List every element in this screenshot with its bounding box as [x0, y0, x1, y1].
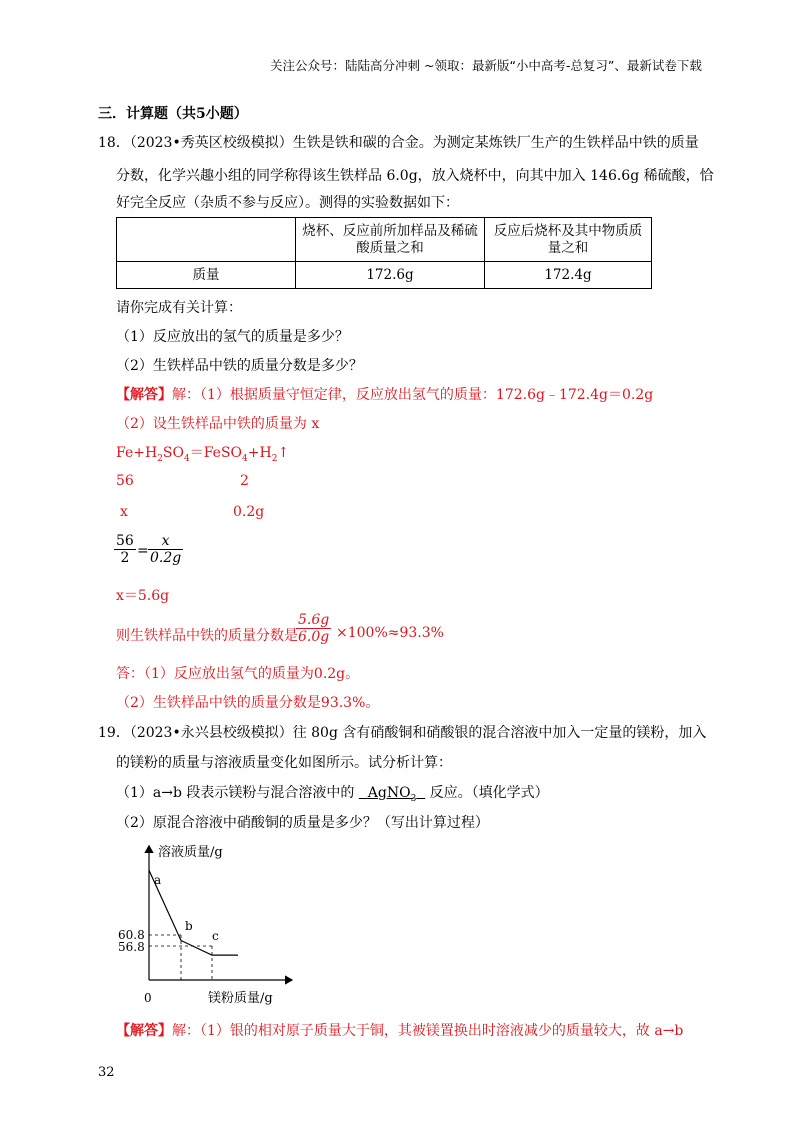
series-line	[149, 870, 238, 955]
q19-sub1: （1）a→b 段表示镁粉与混合溶液中的 AgNO$_3$ 反应。（填化学式）	[116, 785, 549, 804]
point-b-label: b	[185, 919, 193, 933]
answer-label: 【解答】	[116, 387, 172, 403]
q19-answer-line1: 【解答】解：（1）银的相对原子质量大于铜，其被镁置换出时溶液减少的质量较大，故 a→b	[116, 1023, 684, 1039]
q18-final1: 答：（1）反应放出氢气的质量为0.2g。	[116, 666, 360, 682]
molar-mass-fe: 56	[116, 473, 134, 489]
percent-prefix: 则生铁样品中铁的质量分数是	[116, 628, 298, 644]
point-c-label: c	[212, 929, 219, 943]
y-axis-label: 溶液质量/g	[158, 845, 223, 860]
q18-line3: 好完全反应（杂质不参与反应）。测得的实验数据如下：	[116, 195, 459, 211]
table-header-after: 反应后烧杯及其中物质质量之和	[485, 218, 652, 262]
proportion-equals: =	[137, 543, 149, 559]
q18-sub2: （2）生铁样品中铁的质量分数是多少？	[116, 358, 363, 374]
percent-suffix: ×100%≈93.3%	[336, 625, 444, 641]
table-header-empty	[117, 218, 296, 262]
proportion-left: $\frac{56}{2}$	[116, 533, 134, 566]
mass-h2: 0.2g	[233, 504, 265, 520]
page-header: 关注公众号：陆陆高分冲刺 ~领取：最新版“小中高考-总复习”、最新试卷下载	[270, 58, 702, 73]
q19-sub2: （2）原混合溶液中硝酸铜的质量是多少？（写出计算过程）	[116, 815, 489, 831]
section-title: 三．计算题（共5小题）	[98, 106, 248, 122]
table-cell-after: 172.4g	[485, 262, 652, 289]
unknown-x: x	[120, 504, 128, 520]
x-result: x＝5.6g	[116, 588, 170, 604]
x-axis-label: 镁粉质量/g	[208, 991, 273, 1006]
percent-fraction: $\frac{5.6g}{6.0g}$	[298, 612, 330, 645]
page-number: 32	[98, 1065, 115, 1080]
q18-line2: 分数，化学兴趣小组的同学称得该生铁样品 6.0g，放入烧杯中，向其中加入 146.6g 稀硫酸，恰	[116, 168, 714, 184]
tick-60-8: 60.8	[118, 928, 145, 942]
tick-56-8: 56.8	[118, 940, 145, 954]
proportion-right: $\frac{x}{0.2g}$	[150, 533, 182, 566]
molar-mass-h2: 2	[240, 473, 249, 489]
answer-blank: AgNO$_3$	[367, 785, 417, 804]
table-header-before: 烧杯、反应前所加样品及稀硫酸质量之和	[296, 218, 485, 262]
table-row-label: 质量	[117, 262, 296, 289]
q19-line2: 的镁粉的质量与溶液质量变化如图所示。试分析计算：	[116, 755, 452, 771]
q19-line1: 19．（2023•永兴县校级模拟）往 80g 含有硝酸铜和硝酸银的混合溶液中加入一定量的镁粉，加入	[98, 725, 707, 741]
origin-label: 0	[144, 991, 152, 1005]
q18-answer-line2: （2）设生铁样品中铁的质量为 x	[116, 416, 320, 432]
q18-final2: （2）生铁样品中铁的质量分数是93.3%。	[116, 695, 380, 711]
mass-chart	[108, 838, 308, 1010]
q18-line1: 18．（2023•秀英区校级模拟）生铁是铁和碳的合金。为测定某炼铁厂生产的生铁样品中铁的质量	[98, 135, 699, 151]
q18-prompt: 请你完成有关计算：	[116, 300, 242, 316]
q18-answer-line1: 【解答】解：（1）根据质量守恒定律，反应放出氢气的质量：172.6g﹣172.4g＝0.2g	[116, 387, 654, 403]
q18-sub1: （1）反应放出的氢气的质量是多少？	[116, 329, 349, 345]
chemical-equation: $Fe+H_2SO_4=FeSO_4+H_2↑$	[116, 445, 290, 464]
table-cell-before: 172.6g	[296, 262, 485, 289]
point-a-label: a	[154, 873, 162, 887]
data-table	[116, 217, 652, 289]
